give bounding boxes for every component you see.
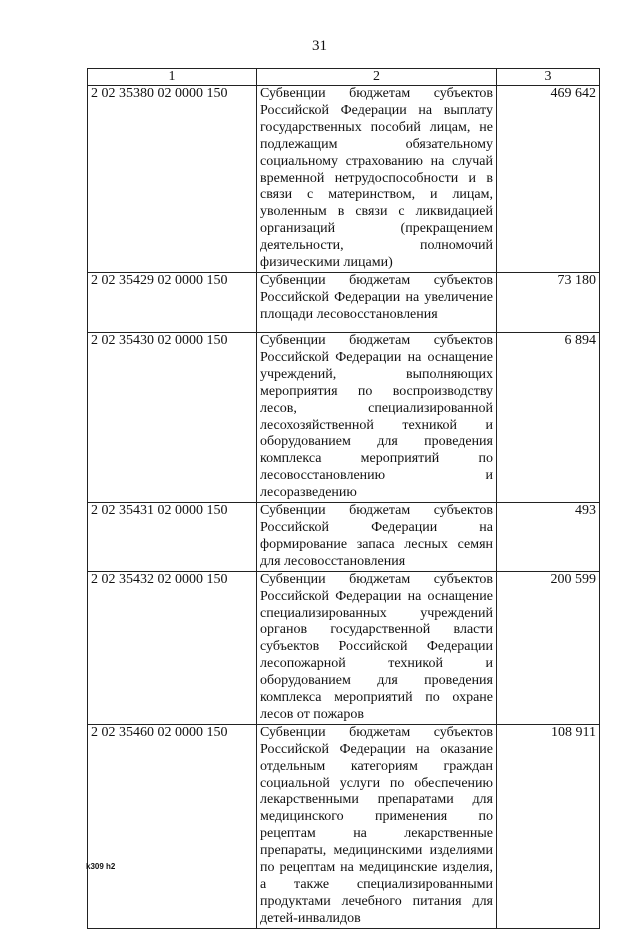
amount: 493 [497, 503, 600, 572]
amount: 6 894 [497, 333, 600, 503]
budget-code: 2 02 35380 02 0000 150 [88, 86, 257, 273]
header-col-3: 3 [497, 69, 600, 86]
amount: 200 599 [497, 571, 600, 724]
header-col-2: 2 [257, 69, 497, 86]
header-col-1: 1 [88, 69, 257, 86]
amount: 108 911 [497, 724, 600, 928]
description: Субвенции бюджетам субъектов Российской Федерации на оснащение учреждений, выполняющих мероприятия по воспроизводству лесов, специализированной лесохозяйственной техникой и оборудованием для проведения комплекса мероприятий по лесовосстановлению и лесоразведению [257, 333, 497, 503]
page-number: 31 [312, 38, 327, 54]
table-row [88, 273, 600, 333]
budget-code: 2 02 35429 02 0000 150 [88, 273, 257, 333]
budget-code: 2 02 35431 02 0000 150 [88, 503, 257, 572]
amount: 469 642 [497, 86, 600, 273]
footer-code: k309 h2 [86, 862, 116, 871]
description: Субвенции бюджетам субъектов Российской Федерации на увеличение площади лесовосстановления [257, 273, 497, 333]
budget-code: 2 02 35460 02 0000 150 [88, 724, 257, 928]
description: Субвенции бюджетам субъектов Российской Федерации на выплату государственных пособий лицам, не подлежащим обязательному социальному страхованию на случай временной нетрудоспособности и в связи с материнством, и лицам, уволенным в связи с ликвидацией организаций (прекращением деятельности, полномочий физическими лицами) [257, 86, 497, 273]
description: Субвенции бюджетам субъектов Российской Федерации на оснащение специализированных учреждений органов государственной власти субъектов Российской Федерации лесопожарной техникой и оборудованием для проведения комплекса мероприятий по охране лесов от пожаров [257, 571, 497, 724]
table-row [88, 503, 600, 572]
table-row [88, 571, 600, 724]
description: Субвенции бюджетам субъектов Российской Федерации на формирование запаса лесных семян для лесовосстановления [257, 503, 497, 572]
budget-table [87, 68, 600, 929]
table-row [88, 333, 600, 503]
budget-code: 2 02 35432 02 0000 150 [88, 571, 257, 724]
table-row [88, 86, 600, 273]
table-header-row [88, 69, 600, 86]
budget-code: 2 02 35430 02 0000 150 [88, 333, 257, 503]
description: Субвенции бюджетам субъектов Российской Федерации на оказание отдельным категориям граждан социальной услуги по обеспечению лекарственными препаратами для медицинского применения по рецептам на лекарственные препараты, медицинскими изделиями по рецептам на медицинские изделия, а также специализированными продуктами лечебного питания для детей-инвалидов [257, 724, 497, 928]
amount: 73 180 [497, 273, 600, 333]
table-row [88, 724, 600, 928]
